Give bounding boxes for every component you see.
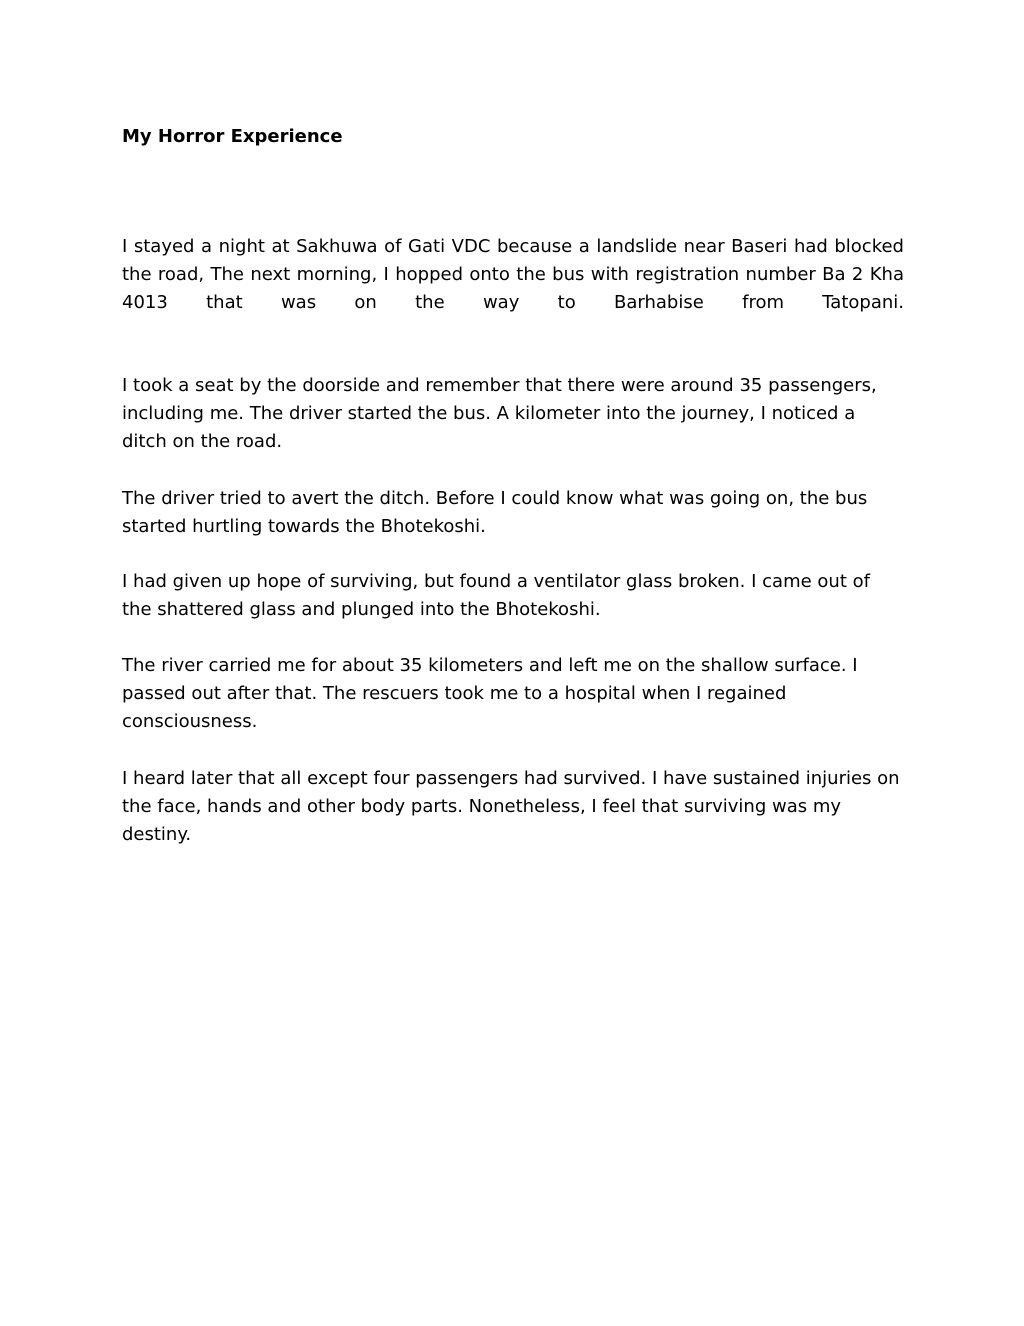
paragraph-4: I had given up hope of surviving, but found a ventilator glass broken. I came out of the shattered glass and plunged into the Bhotekoshi. <box>122 571 870 620</box>
paragraph-2: I took a seat by the doorside and remember that there were around 35 passengers, including me. The driver started the bus. A kilometer into the journey, I noticed a ditch on the road. <box>122 375 877 452</box>
paragraph-3: The driver tried to avert the ditch. Before I could know what was going on, the bus started hurtling towards the Bhotekoshi. <box>122 488 868 537</box>
paragraph-5: The river carried me for about 35 kilometers and left me on the shallow surface. I passed out after that. The rescuers took me to a hospital when I regained consciousness. <box>122 655 858 732</box>
document-title: My Horror Experience <box>122 126 343 147</box>
paragraph-1: I stayed a night at Sakhuwa of Gati VDC because a landslide near Baseri had blocked the road, The next morning, I hopped onto the bus with registration number Ba 2 Kha 4013 that was on the way to Barhabise from Tatopani. <box>122 236 904 313</box>
paragraph-6: I heard later that all except four passengers had survived. I have sustained injuries on the face, hands and other body parts. Nonetheless, I feel that surviving was my destiny. <box>122 768 900 845</box>
